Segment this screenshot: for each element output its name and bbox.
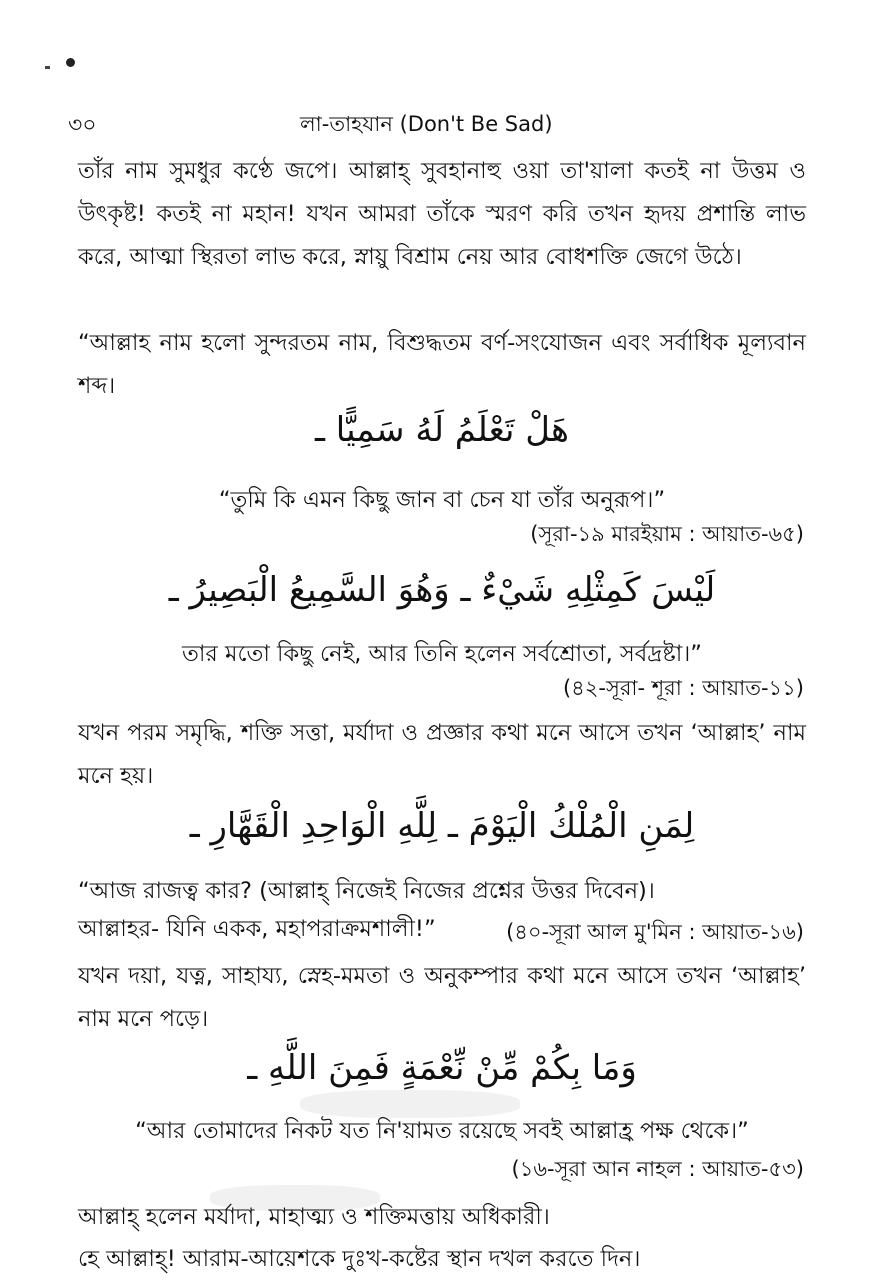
paragraph-6: আল্লাহ্ হলেন মর্যাদা, মাহাত্ম্য ও শক্তিমত্তায় অধিকারী।: [78, 1204, 550, 1230]
paragraph-3: যখন পরম সমৃদ্ধি, শক্তি সত্তা, মর্যাদা ও প্রজ্ঞার কথা মনে আসে তখন ‘আল্লাহ’ নাম মনে হয়।: [78, 720, 806, 789]
page-number: ৩০: [68, 113, 97, 138]
paragraph-2: “আল্লাহ নাম হলো সুন্দরতম নাম, বিশুদ্ধতম বর্ণ-সংযোজন এবং সর্বাধিক মূল্যবান শব্দ।: [78, 330, 806, 399]
arabic-verse-4: وَمَا بِكُمْ مِّنْ نِّعْمَةٍ فَمِنَ اللَّهِ ـ: [247, 1048, 637, 1088]
translation-4: “আর তোমাদের নিকট যত নি'য়ামত রয়েছে সবই আল্লাহ্র পক্ষ থেকে।”: [135, 1118, 749, 1144]
running-title: লা-তাহযান (Don't Be Sad): [300, 112, 553, 136]
ink-mark: [45, 66, 50, 69]
page-header: [68, 108, 788, 140]
paragraph-5: যখন দয়া, যত্ন, সাহায্য, স্নেহ-মমতা ও অনুকম্পার কথা মনে আসে তখন ‘আল্লাহ’ নাম মনে পড়ে।: [78, 963, 806, 1032]
verse-reference-1: (সূরা-১৯ মারইয়াম : আয়াত-৬৫): [530, 522, 804, 546]
paragraph-4-line-1: “আজ রাজত্ব কার? (আল্লাহ্ নিজেই নিজের প্রশ্নের উত্তর দিবেন)।: [78, 878, 655, 904]
verse-reference-3: (৪০-সূরা আল মু'মিন : আয়াত-১৬): [506, 920, 804, 944]
paragraph-7: হে আল্লাহ্! আরাম-আয়েশকে দুঃখ-কষ্টের স্থান দখল করতে দিন।: [78, 1246, 641, 1272]
arabic-verse-2: لَيْسَ كَمِثْلِهِ شَيْءٌ ـ وَهُوَ السَّمِيعُ الْبَصِيرُ ـ: [168, 570, 716, 610]
translation-1: “তুমি কি এমন কিছু জান বা চেন যা তাঁর অনুরূপ।”: [218, 487, 666, 513]
verse-reference-4: (১৬-সূরা আন নাহল : আয়াত-৫৩): [511, 1157, 804, 1181]
paragraph-1: তাঁর নাম সুমধুর কণ্ঠে জপে। আল্লাহ্ সুবহানাহু ওয়া তা'য়ালা কতই না উত্তম ও উৎকৃষ্ট! কতই না মহান! যখন আমরা তাঁকে স্মরণ করি তখন হৃদয় প্রশান্তি লাভ করে, আত্মা স্থিরতা লাভ করে, স্নায়ু বিশ্রাম নেয় আর বোধশক্তি জেগে উঠে।: [78, 158, 806, 270]
ink-dot: [66, 58, 75, 67]
verse-reference-2: (৪২-সূরা- শূরা : আয়াত-১১): [562, 676, 804, 700]
arabic-verse-1: هَلْ تَعْلَمُ لَهُ سَمِيًّا ـ: [315, 410, 569, 450]
paragraph-4-line-2: আল্লাহর- যিনি একক, মহাপরাক্রমশালী!”: [78, 916, 436, 942]
arabic-verse-3: لِمَنِ الْمُلْكُ الْيَوْمَ ـ لِلَّهِ الْوَاحِدِ الْقَهَّارِ ـ: [189, 806, 695, 846]
translation-2: তার মতো কিছু নেই, আর তিনি হলেন সর্বশ্রোতা, সর্বদ্রষ্টা।”: [182, 641, 702, 667]
